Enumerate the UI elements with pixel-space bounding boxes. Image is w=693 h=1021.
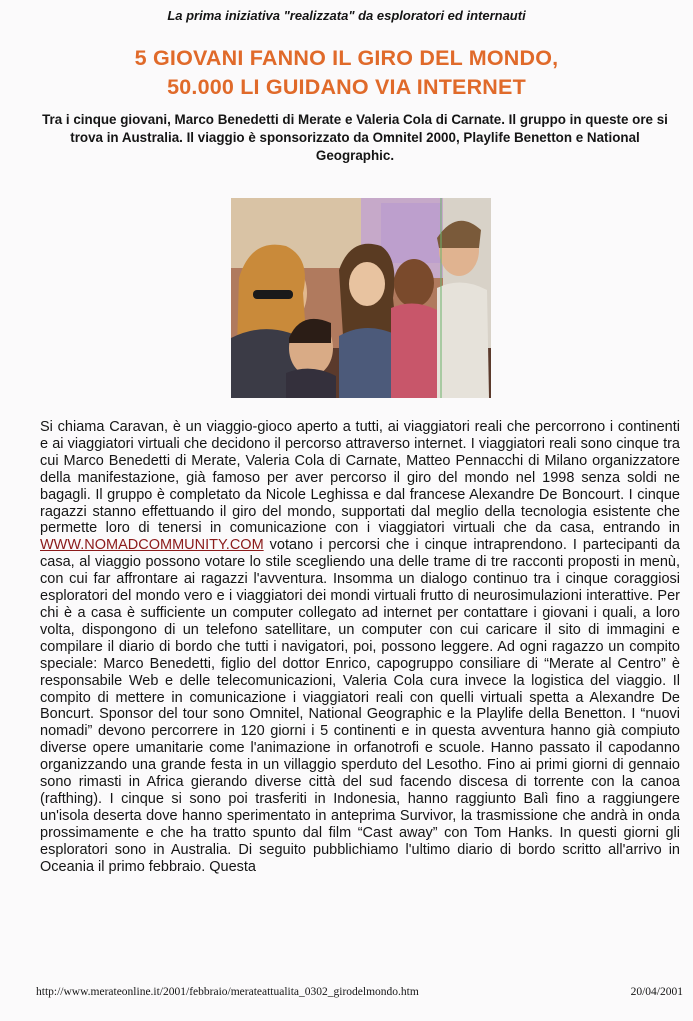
headline-line-2: 50.000 LI GUIDANO VIA INTERNET	[167, 75, 526, 99]
article-body-part-1: Si chiama Caravan, è un viaggio-gioco aperto a tutti, ai viaggiatori reali che percorrono i continenti e ai viaggiatori virtuali che decidono il percorso attraverso internet. I viaggiatori reali sono cinque tra cui Marco Benedetti di Merate, Valeria Cola di Carnate, Matteo Pennacchi di Milano organizzatore della manifestazione, già famoso per aver percorso il giro del mondo nel 1998 senza soldi ne bagagli. Il gruppo è completato da Nicole Leghissa e dal francese Alexandre De Boncourt. I cinque ragazzi stanno effettuando il giro del mondo, supportati dal meglio della tecnologia esistente che permette loro di tenersi in comunicazione con i viaggiatori virtuali che da casa, entrando in	[40, 419, 680, 537]
article-body	[40, 419, 680, 875]
group-photo-image	[231, 198, 491, 398]
headline-line-1: 5 GIOVANI FANNO IL GIRO DEL MONDO,	[134, 46, 559, 70]
nomadcommunity-link[interactable]: WWW.NOMADCOMMUNITY.COM	[40, 537, 264, 554]
article-body-part-2: votano i percorsi che i cinque intraprendono. I partecipanti da casa, al viaggio possono votare lo stile scegliendo una delle trame di tre racconti proposti in menù, con cui far affrontare ai ragazzi l'avventura. Insomma un dialogo continuo tra i cinque coraggiosi esploratori del mondo vero e i viaggiatori dei mondi virtuali frutto di neurosimulazioni interattive. Per chi è a casa è sufficiente un computer collegato ad internet per contattare i giovani i quali, a loro volta, dispongono di un telefono satellitare, un computer con cui caricare il sito di immagini e compilare il diario di bordo che tutti i navigatori, poi, possono leggere. Ad ogni ragazzo un compito speciale: Marco Benedetti, figlio del dottor Enrico, capogruppo consiliare di “Merate al Centro” è responsabile Web e delle telecomunicazioni, Valeria Cola cura invece la logistica del viaggio. Il compito di mettere in comunicazione i viaggiatori reali con quelli virtuali spetta a Alexandre De Boncurt. Sponsor del tour sono Omnitel, National Geographic e la Playlife della Benetton. I “nuovi nomadi” devono percorrere in 120 giorni i 5 continenti e in questa avventura hanno già compiuto diverse opere umanitarie come l'animazione in orfanotrofi e scuole. Hanno passato il capodanno organizzando una grande festa in un villaggio sperduto del Lesotho. Fino ai primi giorni di gennaio sono rimasti in Africa gierando diverse città del sud facendo discesa di torrente con la canoa (rafthing). I cinque si sono poi trasferiti in Indonesia, hanno raggiunto Balì fino a raggiungere un'isola deserta dove hanno sperimentato in anteprima Survivor, la trasmissione che andrà in onda prossimamente e che ha tratto spunto dal film “Cast away” con Tom Hanks. In questi giorni gli esploratori sono in Australia. Di seguito pubblichiamo l'ultimo diario di bordo scritto all'arrivo in Oceania il primo febbraio. Questa	[40, 537, 680, 875]
footer-date: 20/04/2001	[630, 986, 683, 998]
lead-paragraph: Tra i cinque giovani, Marco Benedetti di Merate e Valeria Cola di Carnate. Il gruppo in queste ore si trova in Australia. Il viaggio è sponsorizzato da Omnitel 2000, Playlife Benetton e National Geographic.	[42, 112, 668, 163]
footer-source-url: http://www.merateonline.it/2001/febbraio/merateattualita_0302_girodelmondo.htm	[36, 986, 419, 998]
group-photo	[231, 198, 491, 398]
kicker-line: La prima iniziativa "realizzata" da esploratori ed internauti	[167, 8, 526, 23]
headline	[0, 44, 693, 102]
